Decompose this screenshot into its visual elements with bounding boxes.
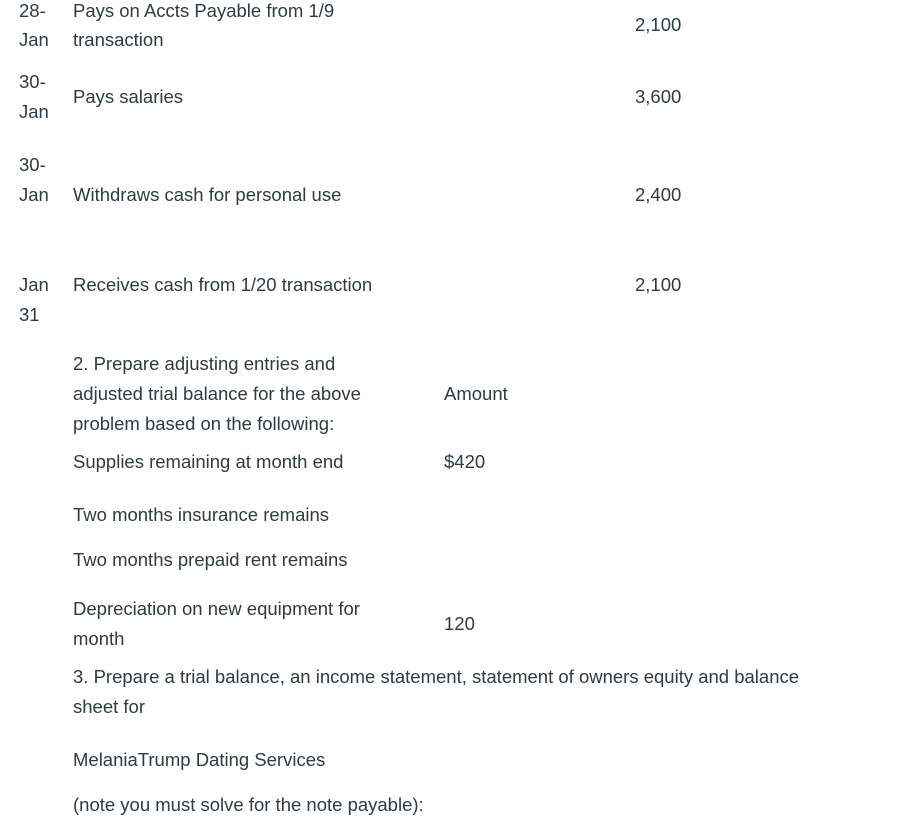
transaction-description-line2: transaction	[73, 29, 164, 50]
adjustment-item-label: Two months prepaid rent remains	[73, 549, 348, 570]
adjustments-heading-line2: adjusted trial balance for the above	[73, 383, 361, 404]
transaction-date-line2: Jan	[19, 184, 49, 205]
task3-instructions-line1: 3. Prepare a trial balance, an income statement, statement of owners equity and balance	[73, 666, 800, 687]
amount-column-header: Amount	[444, 383, 508, 404]
adjustments-heading-line1: 2. Prepare adjusting entries and	[73, 353, 336, 374]
adjustment-item-label-line2: month	[73, 628, 125, 649]
adjustment-item-label: Two months insurance remains	[73, 504, 330, 525]
transaction-amount: 2,100	[635, 14, 682, 35]
adjustment-item-value: 120	[444, 613, 475, 634]
task3-instructions-line2: sheet for	[73, 696, 145, 717]
transaction-amount: 2,400	[635, 184, 682, 205]
transaction-date-line2: Jan	[19, 101, 49, 122]
transaction-amount: 3,600	[635, 86, 682, 107]
transaction-amount: 2,100	[635, 274, 682, 295]
transaction-date-line2: Jan	[19, 29, 49, 50]
note-text: (note you must solve for the note payable):	[73, 794, 424, 815]
transaction-date-line1: Jan	[19, 274, 49, 295]
adjustment-item-label-line1: Depreciation on new equipment for	[73, 598, 360, 619]
transaction-date-line1: 30-	[19, 154, 46, 175]
transaction-description: Pays salaries	[73, 86, 184, 107]
transaction-description: Withdraws cash for personal use	[73, 184, 342, 205]
company-name: MelaniaTrump Dating Services	[73, 749, 326, 770]
transaction-description: Receives cash from 1/20 transaction	[73, 274, 373, 295]
transaction-date-line1: 28-	[19, 0, 46, 21]
adjustments-heading-line3: problem based on the following:	[73, 413, 335, 434]
transaction-date-line1: 30-	[19, 71, 46, 92]
transaction-description-line1: Pays on Accts Payable from 1/9	[73, 0, 335, 21]
transaction-date-line2: 31	[19, 304, 40, 325]
adjustment-item-value: $420	[444, 451, 486, 472]
adjustment-item-label: Supplies remaining at month end	[73, 451, 344, 472]
